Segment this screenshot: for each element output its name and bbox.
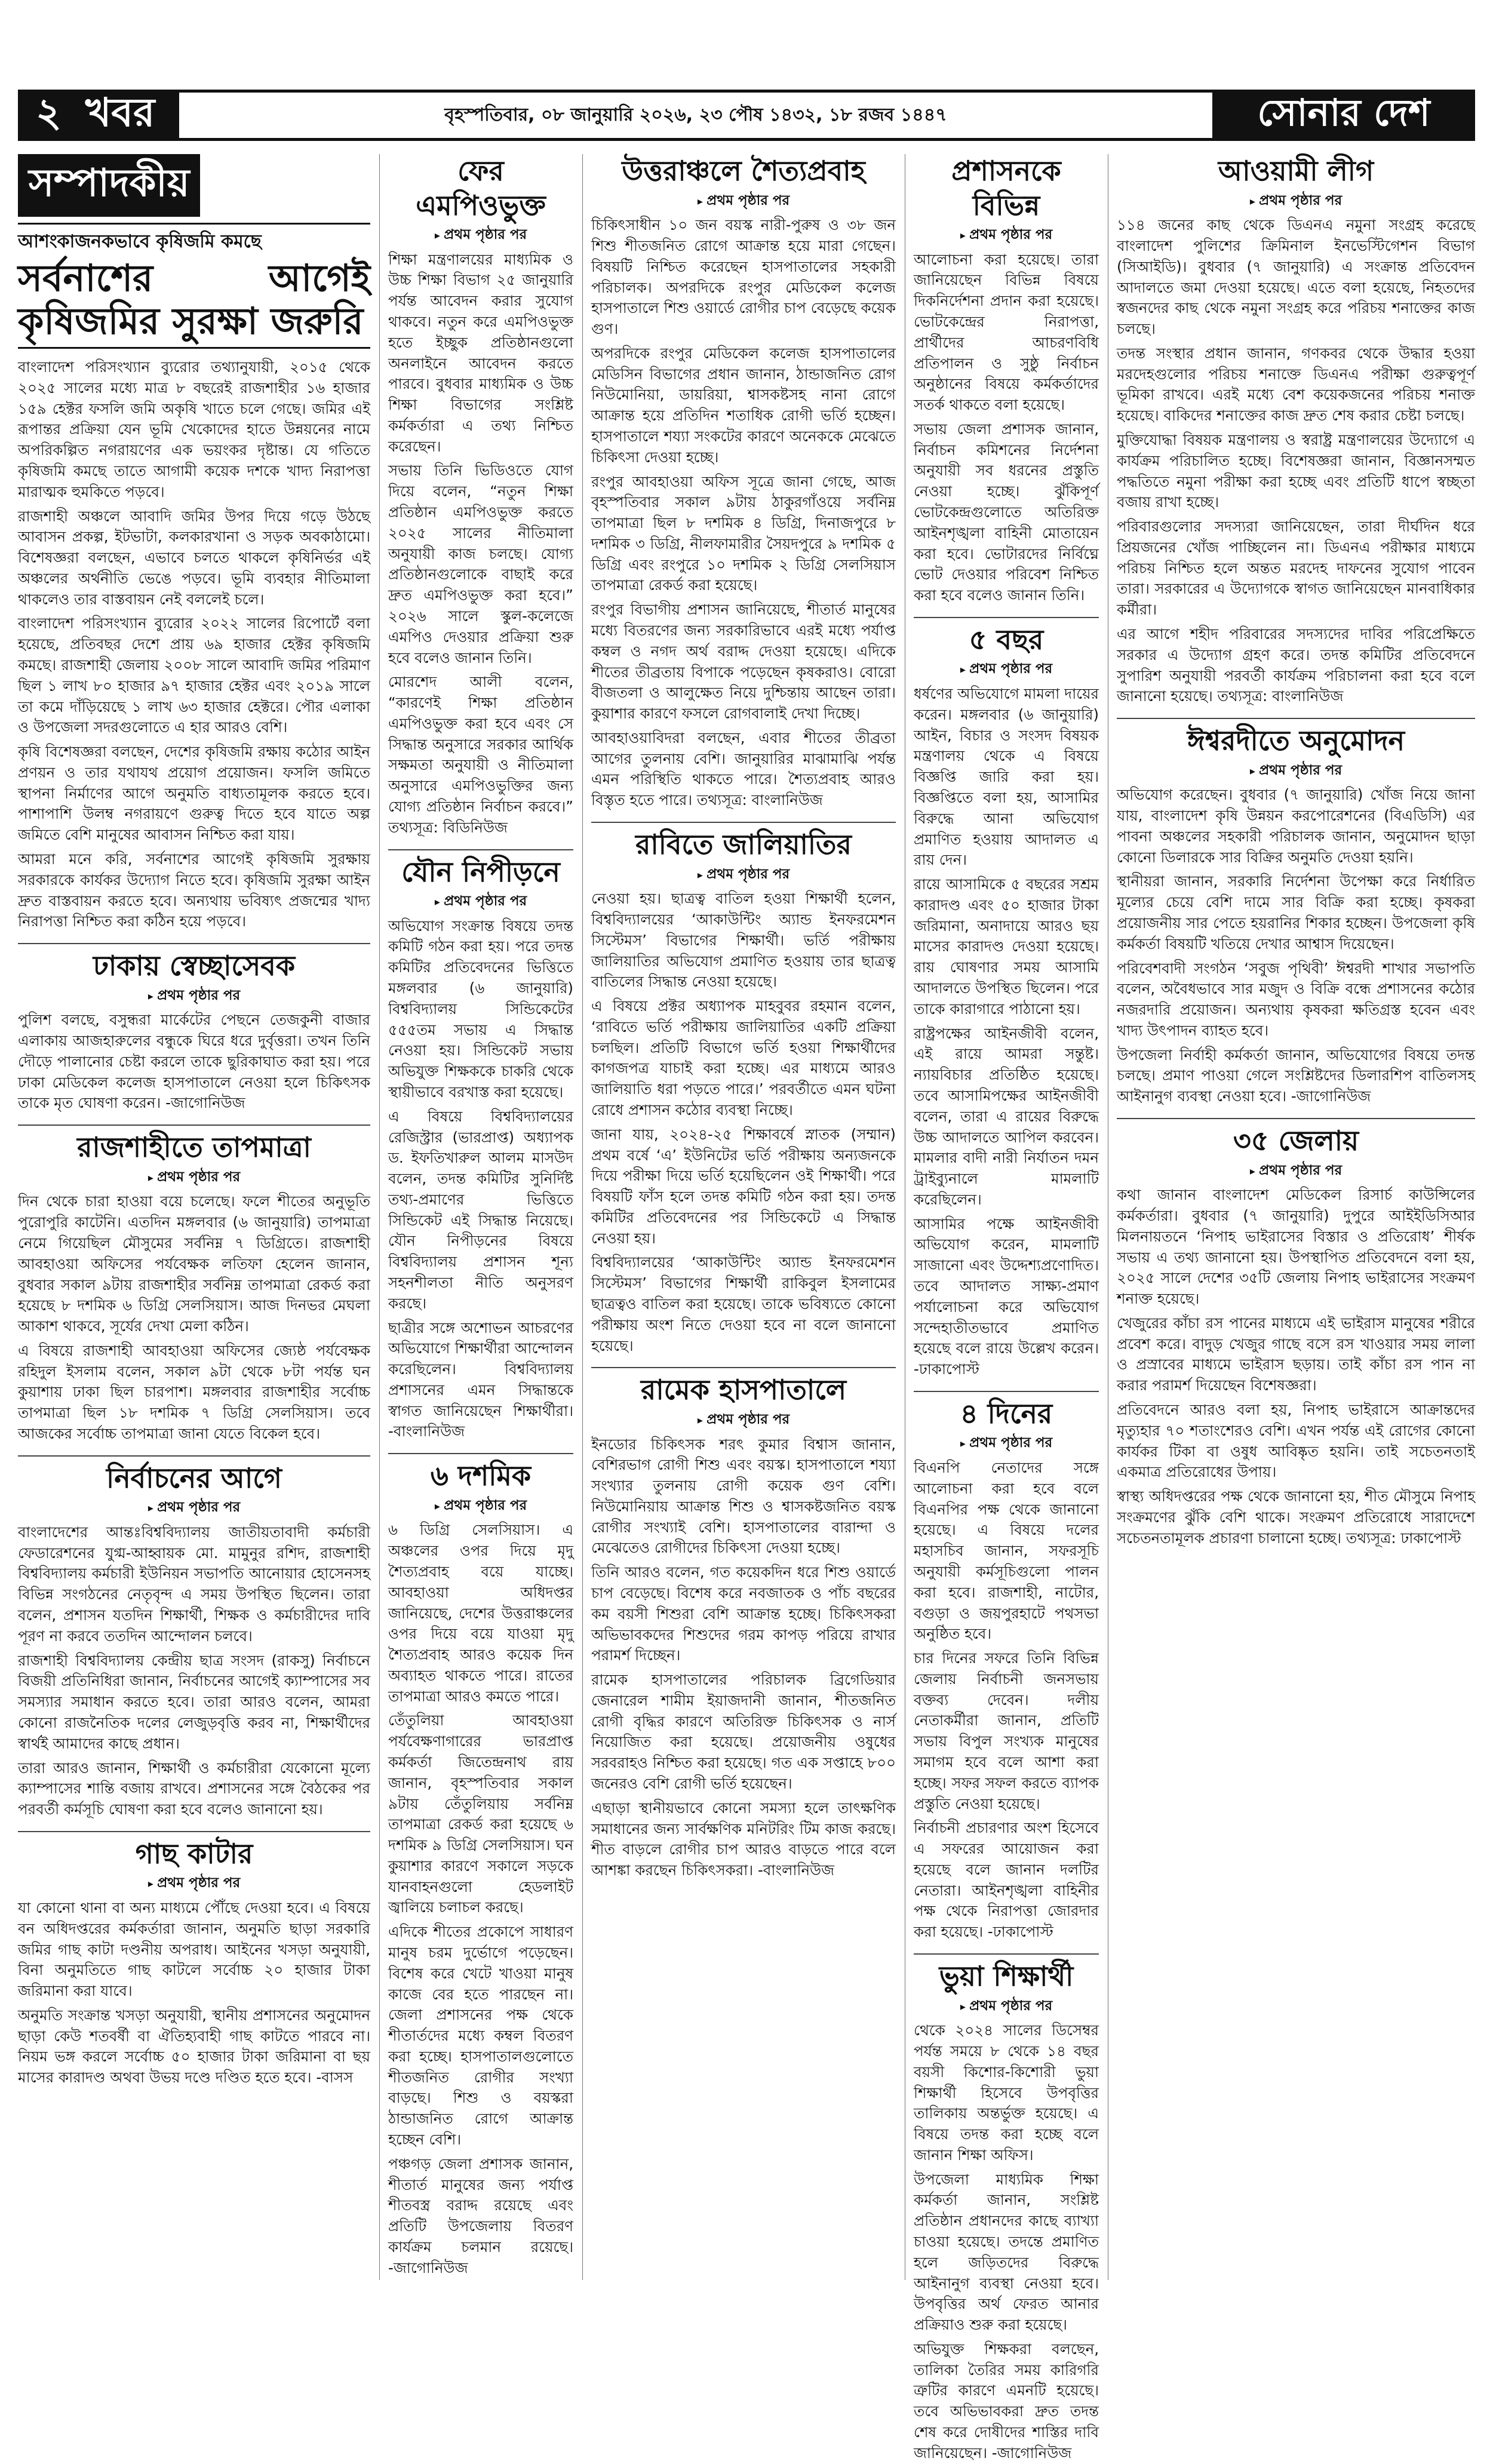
continuation-label: ▸ প্রথম পৃষ্ঠার পর — [18, 1873, 370, 1893]
article-paragraph: তিনি আরও বলেন, গত কয়েকদিন ধরে শিশু ওয়ার্ডে চাপ বেড়েছে। বিশেষ করে নবজাতক ও পাঁচ বছরের কম বয়সী শিশুরা বেশি আক্রান্ত হচ্ছে। চিকিৎসকরা অভিভাবকদের শিশুদের গরম কাপড় পরিয়ে রাখার পরামর্শ দিচ্ছেন। — [591, 1563, 896, 1664]
article-paragraph: বিশ্ববিদ্যালয়ের ‘আকাউন্টিং অ্যান্ড ইনফরমেশন সিস্টেমস’ বিভাগের শিক্ষার্থী রাকিবুল ইসলামের ছাত্রত্বও বাতিল করা হয়েছে। তাকে ভবিষ্যতে কোনো পরীক্ষায় অংশ নিতে দেওয়া হবে না বলে জানানো হয়েছে। — [591, 1253, 896, 1354]
article-paragraph: ইনডোর চিকিৎসক শরৎ কুমার বিশ্বাস জানান, বেশিরভাগ রোগী শিশু এবং বয়স্ক। হাসপাতালে শয্যা সংখ্যার তুলনায় রোগী কয়েক গুণ বেশি। নিউমোনিয়ায় আক্রান্ত শিশু ও শ্বাসকষ্টজনিত বয়স্ক রোগীর সংখ্যাই বেশি। হাসপাতালের বারান্দা ও মেঝেতেও রোগীদের চিকিৎসা দেওয়া হচ্ছে। — [591, 1435, 896, 1557]
article-headline: রাবিতে জালিয়াতির — [591, 822, 896, 862]
article-paragraph: অপরদিকে রংপুর মেডিকেল কলেজ হাসপাতালের মেডিসিন বিভাগের প্রধান জানান, ঠান্ডাজনিত রোগ নিউমোনিয়া, ডায়রিয়া, শ্বাসকষ্টসহ নানা রোগে আক্রান্ত হয়ে প্রতিদিন শতাধিক রোগী ভর্তি হচ্ছেন। হাসপাতালে শয্যা সংকটের কারণে অনেককে মেঝেতে চিকিৎসা দেওয়া হচ্ছে। — [591, 344, 896, 466]
article-paragraph: অভিযোগ সংক্রান্ত বিষয়ে তদন্ত কমিটি গঠন করা হয়। পরে তদন্ত কমিটির প্রতিবেদনের ভিত্তিতে মঙ্গলবার (৬ জানুয়ারি) বিশ্ববিদ্যালয় সিন্ডিকেটের ৫৫৫তম সভায় এ সিদ্ধান্ত নেওয়া হয়। সিন্ডিকেট সভায় অভিযুক্ত শিক্ষককে চাকরি থেকে স্থায়ীভাবে বরখাস্ত করা হয়েছে। — [388, 917, 573, 1101]
article-paragraph: শিক্ষা মন্ত্রণালয়ের মাধ্যমিক ও উচ্চ শিক্ষা বিভাগ ২৫ জানুয়ারি পর্যন্ত আবেদন করার সুযোগ থাকবে। নতুন করে এমপিওভুক্ত হতে ইচ্ছুক প্রতিষ্ঠানগুলো অনলাইনে আবেদন করতে পারবে। বুধবার মাধ্যমিক ও উচ্চ শিক্ষা বিভাগের সংশ্লিষ্ট কর্মকর্তারা এ তথ্য নিশ্চিত করেছেন। — [388, 250, 573, 455]
article-paragraph: উপজেলা নির্বাহী কর্মকর্তা জানান, অভিযোগের বিষয়ে তদন্ত চলছে। প্রমাণ পাওয়া গেলে সংশ্লিষ্টদের ডিলারশিপ বাতিলসহ আইনানুগ ব্যবস্থা নেওয়া হবে। -জাগোনিউজ — [1117, 1046, 1475, 1105]
continuation-label: ▸ প্রথম পৃষ্ঠার পর — [18, 1498, 370, 1517]
article-paragraph: এ বিষয়ে বিশ্ববিদ্যালয়ের রেজিস্ট্রার (ভারপ্রাপ্ত) অধ্যাপক ড. ইফতিখারুল আলম মাসউদ বলেন, তদন্ত কমিটির সুনির্দিষ্ট তথ্য-প্রমাণের ভিত্তিতে সিন্ডিকেট এই সিদ্ধান্ত নিয়েছে। যৌন নিপীড়নের বিষয়ে বিশ্ববিদ্যালয় প্রশাসন শূন্য সহনশীলতা নীতি অনুসরণ করছে। — [388, 1107, 573, 1312]
article-headline: রাজশাহীতে তাপমাত্রা — [18, 1125, 370, 1165]
article-headline: গাছ কাটার — [18, 1831, 370, 1872]
article-paragraph: কৃষি বিশেষজ্ঞরা বলছেন, দেশের কৃষিজমি রক্ষায় কঠোর আইন প্রণয়ন ও তার যথাযথ প্রয়োগ প্রয়োজন। ফসলি জমিতে স্থাপনা নির্মাণের আগে অনুমতি বাধ্যতামূলক করতে হবে। পাশাপাশি উলম্ব নগরায়ণে গুরুত্ব দিতে হবে যাতে অল্প জমিতে বেশি মানুষের আবাসন নিশ্চিত করা যায়। — [18, 743, 370, 844]
newspaper-logo: সোনার দেশ — [1212, 90, 1475, 141]
article-headline: নির্বাচনের আগে — [18, 1455, 370, 1496]
page-number-block — [18, 90, 179, 141]
article-paragraph: ৬ ডিগ্রি সেলসিয়াস। এ অঞ্চলের ওপর দিয়ে মৃদু শৈত্যপ্রবাহ বয়ে যাচ্ছে। আবহাওয়া অধিদপ্তর জানিয়েছে, দেশের উত্তরাঞ্চলের ওপর দিয়ে বয়ে যাওয়া মৃদু শৈত্যপ্রবাহ আরও কয়েক দিন অব্যাহত থাকতে পারে। রাতের তাপমাত্রা আরও কমতে পারে। — [388, 1521, 573, 1705]
column-4 — [914, 154, 1099, 2462]
article-paragraph: বাংলাদেশের আন্তঃবিশ্ববিদ্যালয় জাতীয়তাবাদী কর্মচারী ফেডারেশনের যুগ্ম-আহ্বায়ক মো. মামুনুর রশিদ, রাজশাহী বিশ্ববিদ্যালয় কর্মচারী ইউনিয়ন সভাপতি আনোয়ার হোসেনসহ বিভিন্ন সংগঠনের নেতৃবৃন্দ এ সময় উপস্থিত ছিলেন। তারা বলেন, প্রশাসন যতদিন শিক্ষার্থী, শিক্ষক ও কর্মচারীদের দাবি পূরণ না করবে ততদিন আন্দোলন চলবে। — [18, 1523, 370, 1645]
article-paragraph: অভিযোগ করেছেন। বুধবার (৭ জানুয়ারি) খোঁজ নিয়ে জানা যায়, বাংলাদেশ কৃষি উন্নয়ন করপোরেশনের (বিএডিসি) এর পাবনা অঞ্চলের সহকারী পরিচালক জানান, অনুমোদন ছাড়া কোনো ডিলারকে সার বিক্রির অনুমতি দেওয়া হয়নি। — [1117, 786, 1475, 866]
article-paragraph: এছাড়া স্থানীয়ভাবে কোনো সমস্যা হলে তাৎক্ষণিক সমাধানের জন্য সার্বক্ষণিক মনিটরিং টিম কাজ করছে। শীত বাড়লে রোগীর চাপ আরও বাড়তে পারে বলে আশঙ্কা করছেন চিকিৎসকরা। -বাংলানিউজ — [591, 1799, 896, 1879]
article-paragraph: এর আগে শহীদ পরিবারের সদস্যদের দাবির পরিপ্রেক্ষিতে সরকার এ উদ্যোগ গ্রহণ করে। তদন্ত কমিটির প্রতিবেদনে সুপারিশ অনুযায়ী পরবর্তী কার্যক্রম পরিচালনা করা হবে বলে জানানো হয়েছে। তথ্যসূত্র: বাংলানিউজ — [1117, 625, 1475, 705]
continuation-label: ▸ প্রথম পৃষ্ঠার পর — [591, 1410, 896, 1430]
column-editorial — [18, 154, 370, 2304]
article-paragraph: পঞ্চগড় জেলা প্রশাসক জানান, শীতার্ত মানুষের জন্য পর্যাপ্ত শীতবস্ত্র বরাদ্দ রয়েছে এবং প্রতিটি উপজেলায় বিতরণ কার্যক্রম চলমান রয়েছে। -জাগোনিউজ — [388, 2155, 573, 2276]
article-paragraph: অভিযুক্ত শিক্ষকরা বলছেন, তালিকা তৈরির সময় কারিগরি ত্রুটির কারণে এমনটি হয়েছে। তবে অভিভাবকরা দ্রুত তদন্ত শেষ করে দোষীদের শাস্তির দাবি জানিয়েছেন। -জাগোনিউজ — [914, 2340, 1099, 2462]
article-paragraph: স্বাস্থ্য অধিদপ্তরের পক্ষ থেকে জানানো হয়, শীত মৌসুমে নিপাহ সংক্রমণের ঝুঁকি বেশি থাকে। সংক্রমণ প্রতিরোধে সারাদেশে সচেতনতামূলক প্রচারণা চালানো হচ্ছে। তথ্যসূত্র: ঢাকাপোস্ট — [1117, 1488, 1475, 1547]
article-headline: উত্তরাঞ্চলে শৈত্যপ্রবাহ — [622, 155, 865, 187]
article-headline: ৬ দশমিক — [388, 1453, 573, 1494]
article-paragraph: বাংলাদেশ পরিসংখ্যান ব্যুরোর তথ্যানুযায়ী, ২০১৫ থেকে ২০২৫ সালের মধ্যে মাত্র ৮ বছরেই রাজশাহীর ১৬ হাজার ১৫৯ হেক্টর ফসলি জমি অকৃষি খাতে চলে গেছে। জমির এই রূপান্তর প্রক্রিয়া যেন ভূমি খেকোদের হাতে উন্নয়নের নামে অপরিকল্পিত নগরায়ণের এক ভয়ংকর দৃষ্টান্ত। যে গতিতে কৃষিজমি কমছে তাতে আগামী কয়েক দশকে খাদ্য নিরাপত্তা মারাত্মক হুমকিতে পড়বে। — [18, 358, 370, 500]
article-paragraph: নেওয়া হয়। ছাত্রত্ব বাতিল হওয়া শিক্ষার্থী হলেন, বিশ্ববিদ্যালয়ের ‘আকাউন্টিং অ্যান্ড ইনফরমেশন সিস্টেমস’ বিভাগের শিক্ষার্থী। ভর্তি পরীক্ষায় জালিয়াতির অভিযোগ প্রমাণিত হওয়ায় তার ছাত্রত্ব বাতিলের সিদ্ধান্ত নেওয়া হয়েছে। — [591, 890, 896, 991]
article-paragraph: রাজশাহী অঞ্চলে আবাদি জমির উপর দিয়ে গড়ে উঠছে আবাসন প্রকল্প, ইটভাটা, কলকারখানা ও সড়ক অবকাঠামো। বিশেষজ্ঞরা বলছেন, এভাবে চলতে থাকলে কৃষিনির্ভর এই অঞ্চলের অর্থনীতি ভেঙে পড়বে। ভূমি ব্যবহার নীতিমালা থাকলেও তার বাস্তবায়ন নেই বললেই চলে। — [18, 507, 370, 608]
column-3 — [591, 154, 896, 2304]
article-headline: ফের এমপিওভুক্ত — [416, 155, 546, 222]
article-headline: প্রশাসনকে বিভিন্ন — [951, 155, 1061, 222]
continuation-label: ▸ প্রথম পৃষ্ঠার পর — [388, 892, 573, 911]
article-paragraph: রাজশাহী বিশ্ববিদ্যালয় কেন্দ্রীয় ছাত্র সংসদ (রাকসু) নির্বাচনে বিজয়ী প্রতিনিধিরা জানান, নির্বাচনের আগেই ক্যাম্পাসের সব সমস্যার সমাধান করতে হবে। তারা আরও বলেন, আমরা কোনো রাজনৈতিক দলের লেজুড়বৃত্তি করব না, শিক্ষার্থীদের স্বার্থই আমাদের কাছে প্রধান। — [18, 1651, 370, 1752]
article-paragraph: এ বিষয়ে রাজশাহী আবহাওয়া অফিসের জ্যেষ্ঠ পর্যবেক্ষক রহিদুল ইসলাম বলেন, সকাল ৯টা থেকে ৮টা পর্যন্ত ঘন কুয়াশায় ঢাকা ছিল চারপাশ। মঙ্গলবার রাজশাহীর সর্বোচ্চ তাপমাত্রা ছিল ১৮ দশমিক ৭ ডিগ্রি সেলসিয়াস। তবে আজকের সর্বোচ্চ তাপমাত্রা জানা যেতে বিকেল হবে। — [18, 1341, 370, 1442]
article-paragraph: বিএনপি নেতাদের সঙ্গে আলোচনা করা হবে বলে বিএনপির পক্ষ থেকে জানানো হয়েছে। এ বিষয়ে দলের মহাসচিব জানান, সফরসূচি অনুযায়ী কর্মসূচিগুলো পালন করা হবে। রাজশাহী, নাটোর, বগুড়া ও জয়পুরহাটে পথসভা অনুষ্ঠিত হবে। — [914, 1459, 1099, 1643]
article-paragraph: তেঁতুলিয়া আবহাওয়া পর্যবেক্ষণাগারের ভারপ্রাপ্ত কর্মকর্তা জিতেন্দ্রনাথ রায় জানান, বৃহস্পতিবার সকাল ৯টায় তেঁতুলিয়ায় সর্বনিম্ন তাপমাত্রা রেকর্ড করা হয়েছে ৬ দশমিক ৯ ডিগ্রি সেলসিয়াস। ঘন কুয়াশার কারণে সকালে সড়কে যানবাহনগুলো হেডলাইট জ্বালিয়ে চলাচল করছে। — [388, 1712, 573, 1916]
article-paragraph: বাংলাদেশ পরিসংখ্যান ব্যুরোর ২০২২ সালের রিপোর্টে বলা হয়েছে, প্রতিবছর দেশে প্রায় ৬৯ হাজার হেক্টর কৃষিজমি কমছে। রাজশাহী জেলায় ২০০৮ সালে আবাদি জমির পরিমাণ ছিল ১ লাখ ৮০ হাজার ৯৭ হাজার হেক্টর এবং ২০১৯ সালে তা কমে দাঁড়িয়েছে ১ লাখ ৬৩ হাজার হেক্টরে। পৌর এলাকা ও উপজেলা সদরগুলোতে এ হার আরও বেশি। — [18, 615, 370, 736]
article-paragraph: রামেক হাসপাতালের পরিচালক ব্রিগেডিয়ার জেনারেল শামীম ইয়াজদানী জানান, শীতজনিত রোগী বৃদ্ধির কারণে অতিরিক্ত চিকিৎসক ও নার্স নিয়োজিত করা হয়েছে। প্রয়োজনীয় ওষুধের সরবরাহও নিশ্চিত করা হয়েছে। গত এক সপ্তাহে ৮০০ জনেরও বেশি রোগী ভর্তি হয়েছেন। — [591, 1671, 896, 1793]
article-paragraph: সভায় জেলা প্রশাসক জানান, নির্বাচন কমিশনের নির্দেশনা অনুযায়ী সব ধরনের প্রস্তুতি নেওয়া হচ্ছে। ঝুঁকিপূর্ণ ভোটকেন্দ্রগুলোতে অতিরিক্ত আইনশৃঙ্খলা বাহিনী মোতায়েন করা হবে। ভোটারদের নির্বিঘ্নে ভোট দেওয়ার পরিবেশ নিশ্চিত করা হবে বলেও জানান তিনি। — [914, 420, 1099, 604]
article-paragraph: রাষ্ট্রপক্ষের আইনজীবী বলেন, এই রায়ে আমরা সন্তুষ্ট। ন্যায়বিচার প্রতিষ্ঠিত হয়েছে। তবে আসামিপক্ষের আইনজীবী বলেন, তারা এ রায়ের বিরুদ্ধে উচ্চ আদালতে আপিল করবেন। মামলার বাদী নারী নির্যাতন দমন ট্রাইব্যুনালে মামলাটি করেছিলেন। — [914, 1024, 1099, 1208]
article-paragraph: এদিকে শীতের প্রকোপে সাধারণ মানুষ চরম দুর্ভোগে পড়েছেন। বিশেষ করে খেটে খাওয়া মানুষ কাজে বের হতে পারছেন না। জেলা প্রশাসনের পক্ষ থেকে শীতার্তদের মধ্যে কম্বল বিতরণ করা হচ্ছে। হাসপাতালগুলোতে শীতজনিত রোগীর সংখ্যা বাড়ছে। শিশু ও বয়স্করা ঠান্ডাজনিত রোগে আক্রান্ত হচ্ছেন বেশি। — [388, 1923, 573, 2149]
continuation-label: ▸ প্রথম পৃষ্ঠার পর — [914, 659, 1099, 679]
article-paragraph: কথা জানান বাংলাদেশ মেডিকেল রিসার্চ কাউন্সিলের কর্মকর্তারা। বুধবার (৭ জানুয়ারি) দুপুরে আইইডিসিআর মিলনায়তনে ‘নিপাহ ভাইরাসের বিস্তার ও প্রতিরোধ’ শীর্ষক সভায় এ তথ্য জানানো হয়। উপস্থাপিত প্রতিবেদনে বলা হয়, ২০২৫ সালে দেশের ৩৫টি জেলায় নিপাহ ভাইরাসের সংক্রমণ শনাক্ত হয়েছে। — [1117, 1186, 1475, 1308]
article-paragraph: আবহাওয়াবিদরা বলছেন, এবার শীতের তীব্রতা আগের তুলনায় বেশি। জানুয়ারির মাঝামাঝি পর্যন্ত এমন পরিস্থিতি থাকতে পারে। শৈত্যপ্রবাহ আরও বিস্তৃত হতে পারে। তথ্যসূত্র: বাংলানিউজ — [591, 729, 896, 809]
article-paragraph: পুলিশ বলছে, বসুন্ধরা মার্কেটের পেছনে তেজকুনী বাজার এলাকায় আজহারুলের বন্ধুকে ঘিরে ধরে দুর্বৃত্তরা। তখন তিনি দৌড়ে পালানোর চেষ্টা করলে তাকে ছুরিকাঘাত করা হয়। পরে ঢাকা মেডিকেল কলেজ হাসপাতালে নেওয়া হলে চিকিৎসক তাকে মৃত ঘোষণা করেন। -জাগোনিউজ — [18, 1011, 370, 1112]
continuation-label: ▸ প্রথম পৃষ্ঠার পর — [1117, 1161, 1475, 1181]
article-paragraph: খেজুরের কাঁচা রস পানের মাধ্যমে এই ভাইরাস মানুষের শরীরে প্রবেশ করে। বাদুড় খেজুর গাছে বসে রস খাওয়ার সময় লালা ও প্রস্রাবের মাধ্যমে ভাইরাস ছড়ায়। তাই কাঁচা রস পান না করার পরামর্শ দিয়েছেন বিশেষজ্ঞরা। — [1117, 1314, 1475, 1394]
continuation-label: ▸ প্রথম পৃষ্ঠার পর — [388, 225, 573, 245]
article-paragraph: অনুমতি সংক্রান্ত খসড়া অনুযায়ী, স্থানীয় প্রশাসনের অনুমোদন ছাড়া কেউ শতবর্ষী বা ঐতিহ্যবাহী গাছ কাটতে পারবে না। নিয়ম ভঙ্গ করলে সর্বোচ্চ ৫০ হাজার টাকা জরিমানা বা ছয় মাসের কারাদণ্ড অথবা উভয় দণ্ডে দণ্ডিত হতে হবে। -বাসস — [18, 2006, 370, 2087]
article-paragraph: জানা যায়, ২০২৪-২৫ শিক্ষাবর্ষে স্নাতক (সম্মান) প্রথম বর্ষে ‘এ’ ইউনিটের ভর্তি পরীক্ষায় অন্যজনকে দিয়ে পরীক্ষা দিয়ে ভর্তি হয়েছিলেন ওই শিক্ষার্থী। পরে বিষয়টি ফাঁস হলে তদন্ত কমিটি গঠন করা হয়। তদন্ত কমিটির প্রতিবেদনের পর সিন্ডিকেটে এ সিদ্ধান্ত নেওয়া হয়। — [591, 1125, 896, 1247]
continuation-label: ▸ প্রথম পৃষ্ঠার পর — [591, 191, 896, 211]
continuation-label: ▸ প্রথম পৃষ্ঠার পর — [1117, 191, 1475, 211]
article-paragraph: আমরা মনে করি, সর্বনাশের আগেই কৃষিজমি সুরক্ষায় সরকারকে কার্যকর উদ্যোগ নিতে হবে। কৃষিজমি সুরক্ষা আইন দ্রুত বাস্তবায়ন করতে হবে। অন্যথায় ভবিষ্যৎ প্রজন্মের খাদ্য নিরাপত্তা নিশ্চিত করা কঠিন হয়ে পড়বে। — [18, 850, 370, 930]
article-paragraph: তদন্ত সংস্থার প্রধান জানান, গণকবর থেকে উদ্ধার হওয়া মরদেহগুলোর পরিচয় শনাক্তে ডিএনএ পরীক্ষা গুরুত্বপূর্ণ ভূমিকা রাখবে। এরই মধ্যে বেশ কয়েকজনের পরিচয় শনাক্ত হয়েছে। বাকিদের শনাক্তের কাজ দ্রুত শেষ করার চেষ্টা চলছে। — [1117, 344, 1475, 425]
article-headline: রামেক হাসপাতালে — [591, 1367, 896, 1408]
column-divider — [582, 154, 583, 2280]
article-paragraph: পরিবারগুলোর সদস্যরা জানিয়েছেন, তারা দীর্ঘদিন ধরে প্রিয়জনের খোঁজ পাচ্ছিলেন না। ডিএনএ পরীক্ষার মাধ্যমে পরিচয় নিশ্চিত হলে অন্তত মরদেহ দাফনের সুযোগ পাবেন তারা। সরকারের এ উদ্যোগকে স্বাগত জানিয়েছেন মানবাধিকার কর্মীরা। — [1117, 518, 1475, 619]
article-paragraph: থেকে ২০২৪ সালের ডিসেম্বর পর্যন্ত সময়ে ৮ থেকে ১৪ বছর বয়সী কিশোর-কিশোরী ভুয়া শিক্ষার্থী হিসেবে উপবৃত্তির তালিকায় অন্তর্ভুক্ত হয়েছে। এ বিষয়ে তদন্ত করা হচ্ছে বলে জানান শিক্ষা অফিস। — [914, 2021, 1099, 2164]
article-paragraph: মুক্তিযোদ্ধা বিষয়ক মন্ত্রণালয় ও স্বরাষ্ট্র মন্ত্রণালয়ের উদ্যোগে এ কার্যক্রম পরিচালিত হচ্ছে। বিশেষজ্ঞরা জানান, বিজ্ঞানসম্মত পদ্ধতিতে নমুনা পরীক্ষা করা হচ্ছে এবং প্রতিটি ধাপে স্বচ্ছতা বজায় রাখা হচ্ছে। — [1117, 431, 1475, 511]
article-paragraph: তারা আরও জানান, শিক্ষার্থী ও কর্মচারীরা যেকোনো মূল্যে ক্যাম্পাসের শান্তি বজায় রাখবে। প্রশাসনের সঙ্গে বৈঠকের পর পরবর্তী কর্মসূচি ঘোষণা করা হবে বলেও জানানো হয়। — [18, 1759, 370, 1818]
continuation-label: ▸ প্রথম পৃষ্ঠার পর — [914, 1996, 1099, 2016]
article-paragraph: চার দিনের সফরে তিনি বিভিন্ন জেলায় নির্বাচনী জনসভায় বক্তব্য দেবেন। দলীয় নেতাকর্মীরা জানান, প্রতিটি সভায় বিপুল সংখ্যক মানুষের সমাগম হবে বলে আশা করা হচ্ছে। সফর সফল করতে ব্যাপক প্রস্তুতি নেওয়া হয়েছে। — [914, 1649, 1099, 1812]
article-paragraph: প্রতিবেদনে আরও বলা হয়, নিপাহ ভাইরাসে আক্রান্তদের মৃত্যুহার ৭০ শতাংশেরও বেশি। এখন পর্যন্ত এই রোগের কোনো কার্যকর টিকা বা ওষুধ আবিষ্কৃত হয়নি। তাই সচেতনতাই একমাত্র প্রতিরোধের উপায়। — [1117, 1400, 1475, 1481]
article-paragraph: নির্বাচনী প্রচারণার অংশ হিসেবে এ সফরের আয়োজন করা হয়েছে বলে জানান দলটির নেতারা। আইনশৃঙ্খলা বাহিনীর পক্ষ থেকে নিরাপত্তা জোরদার করা হয়েছে। -ঢাকাপোস্ট — [914, 1819, 1099, 1941]
editorial-kicker: আশংকাজনকভাবে কৃষিজমি কমছে — [18, 223, 370, 255]
article-headline: ৪ দিনের — [914, 1391, 1099, 1431]
column-2 — [388, 154, 573, 2304]
article-headline: ঈশ্বরদীতে অনুমোদন — [1117, 718, 1475, 758]
article-paragraph: আসামির পক্ষে আইনজীবী অভিযোগ করেন, মামলাটি সাজানো এবং উদ্দেশ্যপ্রণোদিত। তবে আদালত সাক্ষ্য-প্রমাণ পর্যালোচনা করে অভিযোগ সন্দেহাতীতভাবে প্রমাণিত হয়েছে বলে রায়ে উল্লেখ করেন। -ঢাকাপোস্ট — [914, 1215, 1099, 1378]
continuation-label: ▸ প্রথম পৃষ্ঠার পর — [1117, 761, 1475, 781]
dateline: বৃহস্পতিবার, ০৮ জানুয়ারি ২০২৬, ২৩ পৌষ ১৪৩২, ১৮ রজব ১৪৪৭ — [179, 90, 1212, 141]
continuation-label: ▸ প্রথম পৃষ্ঠার পর — [591, 865, 896, 884]
column-5 — [1117, 154, 1475, 2304]
article-headline: ৫ বছর — [914, 617, 1099, 658]
article-paragraph: চিকিৎসাধীন ১০ জন বয়স্ক নারী-পুরুষ ও ৩৮ জন শিশু শীতজনিত রোগে আক্রান্ত হয়ে মারা গেছেন। বিষয়টি নিশ্চিত করেছেন হাসপাতালের সহকারী পরিচালক। অপরদিকে রংপুর মেডিকেল কলেজ হাসপাতালে শিশু ওয়ার্ডে রোগীর চাপ বেড়েছে কয়েক গুণ। — [591, 216, 896, 338]
page-masthead — [18, 90, 1475, 141]
article-paragraph: পরিবেশবাদী সংগঠন ‘সবুজ পৃথিবী’ ঈশ্বরদী শাখার সভাপতি বলেন, অবৈধভাবে সার মজুদ ও বিক্রি বন্ধে প্রশাসনের কঠোর নজরদারি প্রয়োজন। অন্যথায় কৃষকরা ক্ষতিগ্রস্ত হবেন এবং খাদ্য উৎপাদন ব্যাহত হবে। — [1117, 959, 1475, 1039]
article-headline: ৩৫ জেলায় — [1117, 1118, 1475, 1159]
article-headline: ঢাকায় স্বেচ্ছাসেবক — [18, 943, 370, 984]
article-paragraph: সভায় তিনি ভিডিওতে যোগ দিয়ে বলেন, “নতুন শিক্ষা প্রতিষ্ঠান এমপিওভুক্ত করতে ২০২৫ সালের নীতিমালা অনুযায়ী কাজ চলছে। যোগ্য প্রতিষ্ঠানগুলোকে বাছাই করে দ্রুত এমপিওভুক্ত করা হবে।” ২০২৬ সালে স্কুল-কলেজে এমপিও দেওয়ার প্রক্রিয়া শুরু হবে বলেও জানান তিনি। — [388, 462, 573, 666]
article-paragraph: রংপুর বিভাগীয় প্রশাসন জানিয়েছে, শীতার্ত মানুষের মধ্যে বিতরণের জন্য সরকারিভাবে এরই মধ্যে পর্যাপ্ত কম্বল ও নগদ অর্থ বরাদ্দ দেওয়া হয়েছে। এদিকে শীতের তীব্রতায় বিপাকে পড়েছেন কৃষকরাও। বোরো বীজতলা ও আলুক্ষেত নিয়ে দুশ্চিন্তায় আছেন তারা। কুয়াশার কারণে ফসলে রোগবালাই দেখা দিচ্ছে। — [591, 601, 896, 723]
continuation-label: ▸ প্রথম পৃষ্ঠার পর — [18, 986, 370, 1006]
article-paragraph: ১১৪ জনের কাছ থেকে ডিএনএ নমুনা সংগ্রহ করেছে বাংলাদেশ পুলিশের ক্রিমিনাল ইনভেস্টিগেশন বিভাগ (সিআইডি)। বুধবার (৭ জানুয়ারি) এ সংক্রান্ত প্রতিবেদন আদালতে জমা দেওয়া হয়েছে। এতে বলা হয়েছে, নিহতদের স্বজনদের কাছ থেকে নমুনা সংগ্রহ করে পরিচয় শনাক্তের কাজ চলছে। — [1117, 216, 1475, 338]
continuation-label: ▸ প্রথম পৃষ্ঠার পর — [18, 1168, 370, 1187]
article-paragraph: ছাত্রীর সঙ্গে অশোভন আচরণের অভিযোগে শিক্ষার্থীরা আন্দোলন করেছিলেন। বিশ্ববিদ্যালয় প্রশাসনের এমন সিদ্ধান্তকে স্বাগত জানিয়েছেন শিক্ষার্থীরা। -বাংলানিউজ — [388, 1319, 573, 1440]
continuation-label: ▸ প্রথম পৃষ্ঠার পর — [388, 1496, 573, 1516]
article-headline: ভুয়া শিক্ষার্থী — [914, 1953, 1099, 1994]
article-paragraph: এ বিষয়ে প্রক্টর অধ্যাপক মাহবুবর রহমান বলেন, ‘রাবিতে ভর্তি পরীক্ষায় জালিয়াতির একটি প্রক্রিয়া চলছিল। প্রতিটি বিভাগে ভর্তি হওয়া শিক্ষার্থীদের কাগজপত্র যাচাই করা হচ্ছে। এর মাধ্যমে আরও জালিয়াতি ধরা পড়তে পারে।’ পরবর্তীতে এমন ঘটনা রোধে প্রশাসন কঠোর ব্যবস্থা নিচ্ছে। — [591, 997, 896, 1119]
article-headline: যৌন নিপীড়নে — [388, 849, 573, 890]
article-paragraph: যা কোনো থানা বা অন্য মাধ্যমে পৌঁছে দেওয়া হবে। এ বিষয়ে বন অধিদপ্তরের কর্মকর্তারা জানান, অনুমতি ছাড়া সরকারি জমির গাছ কাটা দণ্ডনীয় অপরাধ। আইনের খসড়া অনুযায়ী, বিনা অনুমতিতে গাছ কাটলে সর্বোচ্চ ২০ হাজার টাকা জরিমানা করা যাবে। — [18, 1899, 370, 2000]
continuation-label: ▸ প্রথম পৃষ্ঠার পর — [914, 1433, 1099, 1453]
editorial-title: সম্পাদকীয় — [18, 154, 200, 217]
article-paragraph: মোরশেদ আলী বলেন, “কারণেই শিক্ষা প্রতিষ্ঠান এমপিওভুক্ত করা হবে এবং সে সিদ্ধান্ত অনুসারে সরকার আর্থিক সক্ষমতা অনুযায়ী ও নীতিমালা অনুসারে এমপিওভুক্তির জন্য যোগ্য প্রতিষ্ঠান নির্বাচন করবে।” তথ্যসূত্র: বিডিনিউজ — [388, 673, 573, 836]
editorial-headline: সর্বনাশের আগেই কৃষিজমির সুরক্ষা জরুরি — [18, 257, 370, 349]
article-paragraph: রংপুর আবহাওয়া অফিস সূত্রে জানা গেছে, আজ বৃহস্পতিবার সকাল ৯টায় ঠাকুরগাঁওয়ে সর্বনিম্ন তাপমাত্রা ছিল ৮ দশমিক ৪ ডিগ্রি, দিনাজপুরে ৮ দশমিক ৩ ডিগ্রি, নীলফামারীর সৈয়দপুরে ৯ দশমিক ৫ ডিগ্রি এবং রংপুরে ১০ দশমিক ২ ডিগ্রি সেলসিয়াস তাপমাত্রা রেকর্ড করা হয়েছে। — [591, 472, 896, 594]
article-paragraph: স্থানীয়রা জানান, সরকারি নির্দেশনা উপেক্ষা করে নির্ধারিত মূল্যের চেয়ে বেশি দামে সার বিক্রি করা হচ্ছে। কৃষকরা প্রয়োজনীয় সার পেতে হয়রানির শিকার হচ্ছেন। উপজেলা কৃষি কর্মকর্তা বিষয়টি খতিয়ে দেখার আশ্বাস দিয়েছেন। — [1117, 872, 1475, 953]
page-number: ২ — [36, 89, 62, 136]
section-label: খবর — [85, 89, 155, 136]
article-paragraph: উপজেলা মাধ্যমিক শিক্ষা কর্মকর্তা জানান, সংশ্লিষ্ট প্রতিষ্ঠান প্রধানদের কাছে ব্যাখ্যা চাওয়া হয়েছে। তদন্তে প্রমাণিত হলে জড়িতদের বিরুদ্ধে আইনানুগ ব্যবস্থা নেওয়া হবে। উপবৃত্তির অর্থ ফেরত আনার প্রক্রিয়াও শুরু করা হয়েছে। — [914, 2170, 1099, 2334]
article-paragraph: আলোচনা করা হয়েছে। তারা জানিয়েছেন বিভিন্ন বিষয়ে দিকনির্দেশনা প্রদান করা হয়েছে। ভোটকেন্দ্রের নিরাপত্তা, প্রার্থীদের আচরণবিধি প্রতিপালন ও সুষ্ঠু নির্বাচন অনুষ্ঠানের বিষয়ে কর্মকর্তাদের সতর্ক থাকতে বলা হয়েছে। — [914, 250, 1099, 414]
column-divider — [379, 154, 380, 2280]
article-paragraph: রায়ে আসামিকে ৫ বছরের সশ্রম কারাদণ্ড এবং ৫০ হাজার টাকা জরিমানা, অনাদায়ে আরও ছয় মাসের কারাদণ্ড দেওয়া হয়েছে। রায় ঘোষণার সময় আসামি আদালতে উপস্থিত ছিলেন। পরে তাকে কারাগারে পাঠানো হয়। — [914, 875, 1099, 1018]
continuation-label: ▸ প্রথম পৃষ্ঠার পর — [914, 225, 1099, 245]
article-headline: আওয়ামী লীগ — [1218, 155, 1374, 187]
article-paragraph: দিন থেকে চারা হাওয়া বয়ে চলেছে। ফলে শীতের অনুভূতি পুরোপুরি কাটেনি। এতদিন মঙ্গলবার (৬ জানুয়ারি) তাপমাত্রা নেমে গিয়েছিল মৌসুমের সর্বনিম্ন ৭ ডিগ্রিতে। রাজশাহী আবহাওয়া অফিসের পর্যবেক্ষক লতিফা হেলেন জানান, বুধবার সকাল ৯টায় রাজশাহীর সর্বনিম্ন তাপমাত্রা রেকর্ড করা হয়েছে ৮ দশমিক ৬ ডিগ্রি সেলসিয়াস। আজ দিনভর মেঘলা আকাশ থাকবে, সূর্যের দেখা মেলা কঠিন। — [18, 1193, 370, 1335]
article-paragraph: ধর্ষণের অভিযোগে মামলা দায়ের করেন। মঙ্গলবার (৬ জানুয়ারি) আইন, বিচার ও সংসদ বিষয়ক মন্ত্রণালয় থেকে এ বিষয়ে বিজ্ঞপ্তি জারি করা হয়। বিজ্ঞপ্তিতে বলা হয়, আসামির বিরুদ্ধে আনা অভিযোগ প্রমাণিত হওয়ায় আদালত এ রায় দেন। — [914, 685, 1099, 869]
